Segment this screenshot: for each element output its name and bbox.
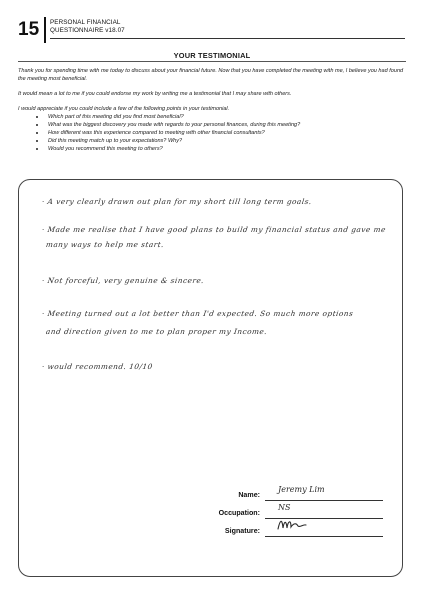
- title-rule: [18, 61, 406, 62]
- list-item: Did this meeting match up to your expectations? Why?: [48, 137, 410, 145]
- list-item: Would you recommend this meeting to others?: [48, 145, 410, 153]
- name-line[interactable]: [265, 500, 383, 501]
- testimonial-line: · would recommend. 10/10: [41, 362, 154, 371]
- occupation-value: NS: [278, 503, 291, 512]
- intro-paragraph-2: It would mean a lot to me if you could endorse my work by writing me a testimonial that I may share with others.: [18, 91, 292, 97]
- form-title: [50, 19, 125, 35]
- intro-paragraph-1: Thank you for spending time with me today to discuss about your financial future. Now that you have completed the meeting with me, I believe you had found the meeting most beneficial.: [18, 68, 404, 82]
- signature-line[interactable]: [265, 536, 383, 537]
- testimonial-line: · Made me realise that I have good plans to build my financial status and gave me: [41, 225, 387, 234]
- page-title: YOUR TESTIMONIAL: [173, 51, 251, 60]
- signature-scribble-icon: [276, 516, 308, 532]
- testimonial-points-list: [18, 113, 410, 153]
- testimonial-line: · A very clearly drawn out plan for my short till long term goals.: [41, 197, 313, 206]
- occupation-label: Occupation:: [218, 509, 260, 517]
- list-item: What was the biggest discovery you made with regards to your personal finances, during this meeting?: [48, 121, 410, 129]
- intro-paragraph-3: I would appreciate if you could include a few of the following points in your testimonial.: [18, 106, 230, 112]
- testimonial-line: and direction given to me to plan proper my Income.: [45, 327, 268, 336]
- testimonial-line: · Not forceful, very genuine & sincere.: [41, 276, 205, 285]
- name-label: Name:: [238, 491, 260, 499]
- form-title-line1: PERSONAL FINANCIAL: [50, 19, 121, 26]
- form-title-line2: QUESTIONNAIRE v18.07: [50, 27, 125, 34]
- header-divider: [44, 17, 46, 43]
- testimonial-line: · Meeting turned out a lot better than I'd expected. So much more options: [41, 309, 354, 318]
- list-item: Which part of this meeting did you find most beneficial?: [48, 113, 410, 121]
- list-item: How different was this experience compared to meeting with other financial consultants?: [48, 129, 410, 137]
- name-value: Jeremy Lim: [278, 485, 325, 494]
- section-number: 15: [18, 19, 40, 40]
- testimonial-line: many ways to help me start.: [45, 240, 165, 249]
- signature-label: Signature:: [224, 527, 260, 535]
- intro-text: [18, 67, 410, 153]
- header-rule: [50, 38, 405, 39]
